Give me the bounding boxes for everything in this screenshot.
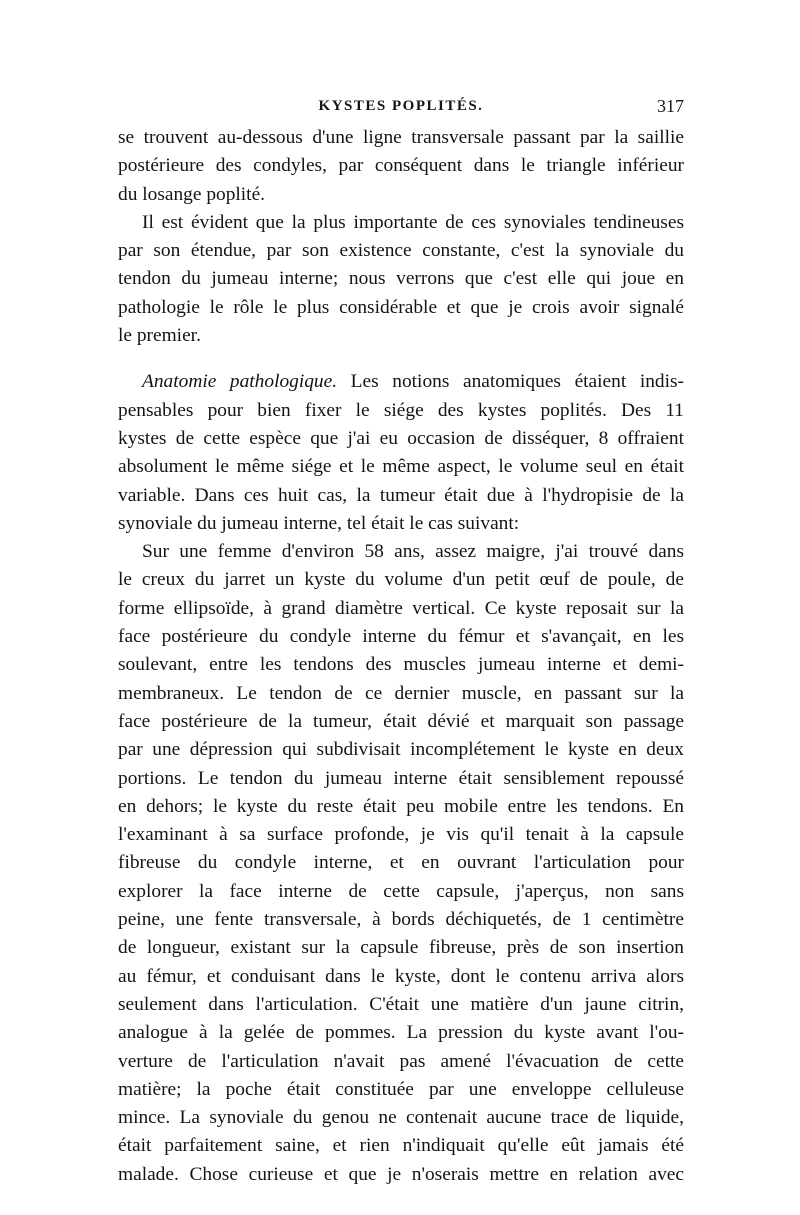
text-line: par son étendue, par son existence constante, c'est la synoviale du: [118, 240, 684, 262]
text-line: du losange poplité.: [118, 183, 266, 205]
text-line: se trouvent au-dessous d'une ligne transversale passant par la saillie: [118, 127, 684, 148]
running-title: KYSTES POPLITÉS.: [318, 98, 484, 114]
section-heading: Anatomie pathologique.: [142, 371, 338, 393]
text-line: l'examinant à sa surface profonde, je vis qu'il tenait à la capsule: [118, 824, 684, 846]
text-line: soulevant, entre les tendons des muscles jumeau interne et demi-: [118, 654, 684, 676]
text-line: par une dépression qui subdivisait incomplétement le kyste en deux: [118, 739, 684, 761]
text-line: membraneux. Le tendon de ce dernier muscle, en passant sur la: [118, 682, 684, 704]
text-line: le creux du jarret un kyste du volume d'un petit œuf de poule, de: [118, 569, 684, 591]
text-line: variable. Dans ces huit cas, la tumeur était due à l'hydropisie de la: [118, 484, 684, 506]
text-line: [118, 368, 684, 396]
text-line: face postérieure de la tumeur, était dévié et marquait son passage: [118, 710, 684, 732]
page-number: 317: [657, 96, 684, 116]
text-line: malade. Chose curieuse et que je n'oserais mettre en relation avec: [118, 1163, 684, 1185]
text-line: en dehors; le kyste du reste était peu mobile entre les tendons. En: [118, 795, 684, 817]
text-line: fibreuse du condyle interne, et en ouvrant l'articulation pour: [118, 852, 684, 874]
text-line: verture de l'articulation n'avait pas amené l'évacuation de cette: [118, 1050, 684, 1072]
text-line: postérieure des condyles, par conséquent dans le triangle inférieur: [118, 155, 684, 177]
text-line: Sur une femme d'environ 58 ans, assez maigre, j'ai trouvé dans: [142, 541, 684, 563]
running-head: [118, 98, 684, 124]
text-line: pathologie le rôle le plus considérable et que je crois avoir signalé: [118, 296, 684, 318]
text-line: le premier.: [118, 325, 201, 347]
text-line-rest: Les notions anatomiques étaient indis-: [337, 371, 684, 393]
text-line: Il est évident que la plus importante de ces synoviales tendineuses: [142, 211, 684, 233]
text-line: pensables pour bien fixer le siége des kystes poplités. Des 11: [118, 399, 684, 421]
text-line: explorer la face interne de cette capsule, j'aperçus, non sans: [118, 880, 684, 902]
text-line: mince. La synoviale du genou ne contenait aucune trace de liquide,: [118, 1107, 684, 1129]
text-line: forme ellipsoïde, à grand diamètre vertical. Ce kyste reposait sur la: [118, 597, 684, 619]
text-line: matière; la poche était constituée par une enveloppe celluleuse: [118, 1078, 684, 1100]
text-line: au fémur, et conduisant dans le kyste, dont le contenu arriva alors: [118, 965, 684, 987]
text-line: kystes de cette espèce que j'ai eu occasion de disséquer, 8 offraient: [118, 427, 684, 449]
text-line: de longueur, existant sur la capsule fibreuse, près de son insertion: [118, 937, 684, 959]
text-line: face postérieure du condyle interne du fémur et s'avançait, en les: [118, 626, 684, 648]
text-line: absolument le même siége et le même aspect, le volume seul en était: [118, 456, 684, 478]
text-line: analogue à la gelée de pommes. La pression du kyste avant l'ou-: [118, 1022, 684, 1044]
paragraph-gap: [118, 350, 684, 368]
body-text: [118, 124, 684, 1189]
text-line: seulement dans l'articulation. C'était une matière d'un jaune citrin,: [118, 993, 684, 1015]
text-line: synoviale du jumeau interne, tel était le cas suivant:: [118, 512, 520, 534]
text-line: portions. Le tendon du jumeau interne était sensiblement repoussé: [118, 767, 684, 789]
text-line: était parfaitement saine, et rien n'indiquait qu'elle eût jamais été: [118, 1135, 684, 1157]
text-line: tendon du jumeau interne; nous verrons que c'est elle qui joue en: [118, 268, 684, 290]
text-line: peine, une fente transversale, à bords déchiquetés, de 1 centimètre: [118, 909, 684, 931]
